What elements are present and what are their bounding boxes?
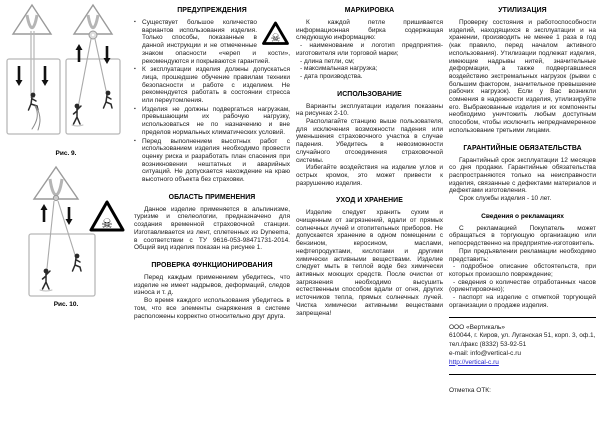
contact-block — [449, 324, 596, 368]
usage-paragraph: Варианты эксплуатации изделия показаны на рисунках 2-10. — [296, 102, 443, 118]
application-paragraph: Данное изделие применяется в альпинизме, туризме и спелеологии, предназначено для создания временной страховочной станции. Изготавливается из лент, сплетенных из Dyneema, в соответствии с ТУ 9616-053-98471731-2014. Общий вид изделия показан на рисунке 1. — [134, 205, 290, 252]
figure-10-caption: Рис. 10. — [53, 301, 79, 308]
skull-warning-icon — [261, 20, 290, 47]
company-phone: тел./факс (8332) 53-92-51 — [449, 341, 527, 349]
warning-text: Изделия не должны подвергаться нагрузкам, превышающим их рабочую нагрузку, использоваться не по назначению и вне пределов нормальных климатических условий. — [142, 105, 290, 136]
warning-item — [134, 138, 290, 184]
warranty-title: ГАРАНТИЙНЫЕ ОБЯЗАТЕЛЬСТВА — [463, 144, 582, 152]
qc-mark-label: Отметка ОТК: — [449, 387, 491, 395]
climber-figure — [73, 254, 82, 271]
warning-item — [134, 106, 290, 137]
application-title: ОБЛАСТЬ ПРИМЕНЕНИЯ — [168, 193, 256, 201]
claims-paragraph: С рекламацией Покупатель может обращаться в торгующую организацию или непосредственно на предприятие-изготовитель. — [449, 224, 596, 248]
marking-item: - максимальная нагрузка; — [300, 65, 378, 73]
disposal-title: УТИЛИЗАЦИЯ — [498, 7, 547, 14]
function-check-paragraph: Перед каждым применением убедитесь, что изделие не имеет надрывов, деформаций, следов износа и т. д. — [134, 273, 290, 297]
company-name: ООО «Вертикаль» — [449, 323, 506, 331]
warning-text: Существует большое количество вариантов использования изделия. Только способы, показанные в данной инструкции и не отмеченные знаком опасности «череп и кости», рекомендуются и покрываются гарантией. — [142, 19, 290, 65]
marking-item: - длина петли, см; — [300, 57, 355, 65]
warning-item — [134, 66, 290, 105]
warranty-paragraph: Гарантийный срок эксплуатации 12 месяцев со дня продажи. Гарантийные обязательства распространяются только на неисправности изделия, связанные с дефектами материалов и дефектами изготовления. — [449, 156, 596, 195]
fig9-left-panel — [7, 5, 60, 134]
figure-9-illustration — [2, 2, 124, 149]
belayer-figure — [40, 269, 52, 291]
company-email: e-mail: info@vertical-c.ru — [449, 349, 521, 357]
warning-item — [134, 19, 290, 65]
column-disposal-warranty — [449, 3, 596, 394]
divider — [449, 374, 596, 375]
up-arrow-icon — [41, 204, 48, 222]
down-arrow-icon — [16, 66, 23, 86]
down-arrow-icon — [66, 207, 73, 225]
marking-intro: К каждой петле пришивается информационная бирка содержащая следующую информацию: — [296, 19, 443, 42]
claims-item: - паспорт на изделие с отметкой торгующей организации о продаже изделия. — [449, 294, 596, 309]
care-title: УХОД И ХРАНЕНИЕ — [336, 197, 403, 205]
usage-paragraph: Избегайте воздействия на изделие углов и острых кромок, это может привести к разрушению изделия. — [296, 164, 443, 187]
claims-title: Сведения о рекламациях — [481, 212, 564, 220]
divider — [449, 317, 596, 318]
marking-title: МАРКИРОВКА — [344, 7, 395, 14]
skull-glyph: ☠ — [101, 216, 113, 231]
figure-10-illustration — [2, 164, 128, 300]
claims-item: - подробное описание обстоятельств, при которых произошло повреждение; — [449, 263, 596, 278]
skull-glyph: ▪ ☠ — [270, 32, 281, 45]
claims-item: - сведения о количестве отработанных часов (ориентировочно); — [449, 278, 596, 294]
function-check-title: ПРОВЕРКА ФУНКЦИОНИРОВАНИЯ — [151, 261, 273, 269]
usage-title: ИСПОЛЬЗОВАНИЕ — [337, 90, 402, 98]
company-address: 610044, г. Киров, ул. Луганская 51, корп. 3, оф.1, — [449, 332, 596, 340]
hazard-triangle-icon — [91, 202, 123, 231]
warnings-title: ПРЕДУПРЕЖДЕНИЯ — [177, 7, 247, 14]
usage-paragraph: Располагайте станцию выше пользователя, для исключения возможности падения или уменьшения страховочного участка в случае падения. Убедитесь в невозможности случайного отсоединения страховочной системы. — [296, 118, 443, 164]
function-check-paragraph: Во время каждого использования убедитесь в том, что все элементы снаряжения в системе расположены корректно относительно друг друга. — [134, 297, 290, 320]
warning-text: Перед выполнением высотных работ с использованием изделия необходимо провести оценку риска и разработать план спасения при возникновении нештатных и аварийных ситуаций. Не допускается нахождение на краю высотного объекта без страховки. — [142, 137, 290, 184]
marking-item: - наименование и логотип предприятия-изготовителя или торговой марки; — [296, 42, 443, 57]
down-arrow-icon — [104, 46, 111, 64]
website-link[interactable]: http://vertical-c.ru — [449, 358, 499, 366]
fig9-right-panel — [66, 5, 120, 134]
figure-9-caption: Рис. 9. — [55, 150, 77, 157]
figures-column — [2, 2, 130, 308]
care-paragraph: Изделие следует хранить сухим и очищенным от загрязнений, вдали от прямых солнечных лучей и отопительных приборов. Не допускается хранение в одном помещении с бензином, керосином, маслами, нефтепродуктами, кислотами и другими химически активными веществами. Изделие следует мыть в теплой воде без химически активных моющих средств. После очистки от загрязнения необходимо высушить естественным способом вдали от огня, других источников тепла, прямых солнечных лучей. Чистка химически активными веществами запрещена! — [296, 209, 443, 317]
warranty-paragraph: Срок службы изделия - 10 лет. — [459, 195, 552, 203]
claims-paragraph: При предъявлении рекламации необходимо представить: — [449, 247, 596, 263]
belayer-figure — [72, 104, 83, 126]
warning-text: К эксплуатации изделия должны допускаться лица, прошедшие обучение правилам техники безопасности и работе с изделием. Не рекомендуется работать в состоянии стресса или переутомления. — [142, 66, 290, 105]
column-marking-usage-care — [296, 3, 443, 317]
marking-item: - дата производства. — [300, 72, 363, 80]
column-warnings — [134, 3, 290, 320]
climber-figure — [29, 93, 41, 130]
down-arrow-icon — [42, 66, 49, 86]
disposal-paragraph: Проверку состояния и работоспособности изделий, находящихся в эксплуатации и на хранении, производить не менее 1 раза в год (как правило, перед началом активного использования). Утилизации подлежат изделия, имеющие надрывы нитей, значительные деформации, а также подвергавшиеся воздействию экстремальных нагрузок (рывки с большим фактором, значительное превышение рабочих нагрузок). Если у Вас возникли сомнения в надежности изделия, утилизируйте его. Выбракованные изделия и их компоненты необходимо уничтожить любым доступным способом, чтобы исключить непреднамеренное использование третьими лицами. — [449, 19, 596, 134]
climber-figure — [104, 91, 113, 108]
